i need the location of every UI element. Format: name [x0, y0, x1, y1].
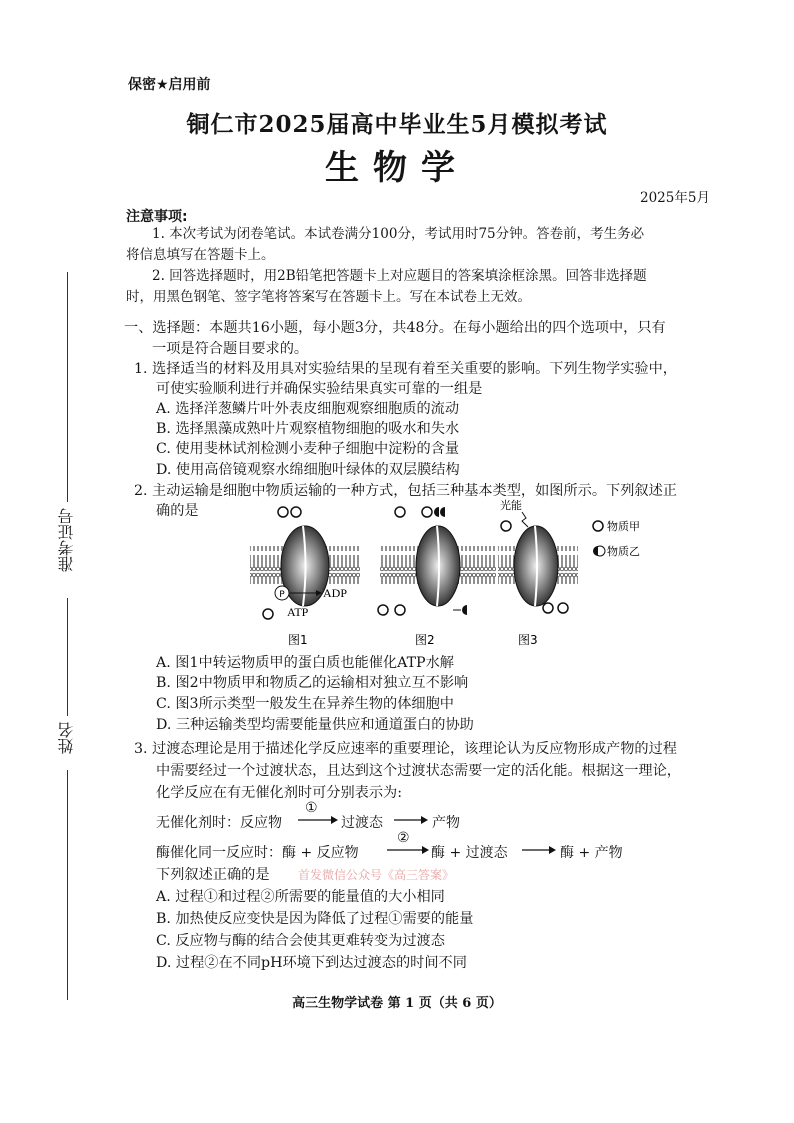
substance-a-icon — [378, 605, 388, 615]
q2-option-c: C. 图3所示类型一般发生在异养生物的体细胞中 — [156, 696, 454, 712]
substance-a-icon — [291, 507, 301, 517]
eq1-product: 产物 — [432, 815, 460, 831]
eq1-arrow-icon — [298, 813, 338, 827]
eq2-arrow-icon — [387, 843, 429, 857]
substance-b-icon — [440, 507, 445, 517]
figure-legend — [593, 519, 640, 558]
binding-line-top — [67, 272, 68, 502]
subject-title: 生物学 — [325, 148, 469, 188]
substance-a-icon — [395, 507, 405, 517]
q2-stem: 2. 主动运输是细胞中物质运输的一种方式，包括三种基本类型，如图所示。下列叙述正 — [134, 483, 677, 499]
substance-a-icon — [422, 507, 432, 517]
eq1-step-label: ① — [305, 800, 318, 816]
q2-option-b: B. 图2中物质甲和物质乙的运输相对独立互不影响 — [156, 675, 469, 691]
eq1-transition: 过渡态 — [341, 815, 383, 831]
q1-stem-cont: 可使实验顺利进行并确保实验结果真实可靠的一组是 — [156, 381, 483, 397]
watermark-text: 首发微信公众号《高三答案》 — [298, 868, 455, 882]
legend-substance-b: 物质乙 — [607, 545, 640, 558]
eq2-product: 酶 + 产物 — [560, 845, 623, 861]
page-footer: 高三生物学试卷 第 1 页（共 6 页） — [292, 996, 502, 1011]
confidential-label: 保密★启用前 — [128, 77, 211, 93]
substance-b-icon — [462, 605, 467, 615]
q1-option-a: A. 选择洋葱鳞片叶外表皮细胞观察细胞质的流动 — [156, 401, 460, 417]
exam-title: 铜仁市2025届高中毕业生5月模拟考试 — [186, 111, 608, 138]
q2-option-d: D. 三种运输类型均需要能量供应和通道蛋白的协助 — [156, 717, 474, 733]
notice-item-1: 1. 本次考试为闭卷笔试。本试卷满分100分，考试用时75分钟。答卷前，考生务必 — [152, 226, 645, 242]
figure-3-diagram — [498, 498, 578, 613]
q3-option-d: D. 过程②在不同pH环境下到达过渡态的时间不同 — [156, 955, 467, 971]
figure-3-caption: 图3 — [518, 633, 538, 647]
legend-substance-a: 物质甲 — [607, 520, 640, 533]
q3-option-a: A. 过程①和过程②所需要的能量值的大小相同 — [156, 889, 445, 905]
q2-stem-cont: 确的是 — [156, 503, 199, 519]
notice-title: 注意事项: — [126, 209, 188, 225]
binding-line-bottom — [67, 770, 68, 1000]
eq2-transition: 酶 + 过渡态 — [431, 845, 508, 861]
notice-item-2: 2. 回答选择题时，用2B铅笔把答题卡上对应题目的答案填涂框涂黑。回答非选择题 — [152, 268, 647, 284]
eq2-arrow-2-icon — [522, 843, 556, 857]
figure-2-diagram — [378, 507, 496, 615]
substance-a-icon — [543, 603, 553, 613]
light-bolt-icon — [522, 512, 528, 527]
q3-option-c: C. 反应物与酶的结合会使其更难转变为过渡态 — [156, 933, 445, 949]
q1-option-d: D. 使用高倍镜观察水绵细胞叶绿体的双层膜结构 — [156, 462, 460, 478]
substance-a-icon — [278, 507, 288, 517]
substance-a-icon — [263, 609, 273, 619]
substance-a-icon — [558, 603, 568, 613]
phosphate-label: P — [279, 590, 285, 600]
notice-item-2-cont: 时，用黑色钢笔、签字笔将答案写在答题卡上。写在本试卷上无效。 — [126, 289, 531, 305]
binding-line-mid — [67, 598, 68, 716]
eq1-prefix: 无催化剂时：反应物 — [156, 815, 282, 831]
substance-b-icon — [434, 507, 439, 517]
q1-option-c: C. 使用斐林试剂检测小麦种子细胞中淀粉的含量 — [156, 441, 460, 457]
eq2-step-label: ② — [397, 830, 410, 846]
q1-stem: 1. 选择适当的材料及用具对实验结果的呈现有着至关重要的影响。下列生物学实验中， — [134, 361, 677, 377]
substance-a-icon — [593, 521, 603, 531]
eq2-prefix: 酶催化同一反应时：酶 + 反应物 — [156, 845, 359, 861]
exam-date: 2025年5月 — [640, 190, 710, 206]
q3-stem-cont: 中需要经过一个过渡状态，且达到这个过渡状态需要一定的活化能。根据这一理论， — [156, 763, 681, 779]
figure-2-caption: 图2 — [415, 633, 435, 647]
figure-1-diagram — [250, 507, 360, 619]
figure-1-caption: 图1 — [288, 633, 308, 647]
notice-item-1-cont: 将信息填写在答题卡上。 — [126, 247, 275, 263]
atp-label: ATP — [287, 605, 309, 619]
q3-stem-cont-2: 化学反应在有无催化剂时可分别表示为: — [156, 785, 402, 801]
name-label: 姓名 — [57, 722, 76, 754]
transport-figure — [240, 496, 660, 650]
exam-id-label: 准考证号 — [57, 508, 76, 572]
substance-a-icon — [501, 521, 511, 531]
light-energy-label: 光能 — [500, 499, 522, 512]
substance-a-icon — [395, 605, 405, 615]
eq1-arrow-2-icon — [394, 813, 428, 827]
q1-option-b: B. 选择黑藻成熟叶片观察植物细胞的吸水和失水 — [156, 421, 460, 437]
section-heading: 一、选择题：本题共16小题，每小题3分，共48分。在每小题给出的四个选项中，只有 — [124, 320, 666, 336]
q3-stem: 3. 过渡态理论是用于描述化学反应速率的重要理论，该理论认为反应物形成产物的过程 — [134, 741, 677, 757]
q3-question: 下列叙述正确的是 — [156, 867, 270, 883]
section-heading-cont: 一项是符合题目要求的。 — [152, 341, 309, 357]
q2-option-a: A. 图1中转运物质甲的蛋白质也能催化ATP水解 — [156, 655, 454, 671]
adp-label: ADP — [323, 586, 348, 600]
q3-option-b: B. 加热使反应变快是因为降低了过程①需要的能量 — [156, 911, 474, 927]
